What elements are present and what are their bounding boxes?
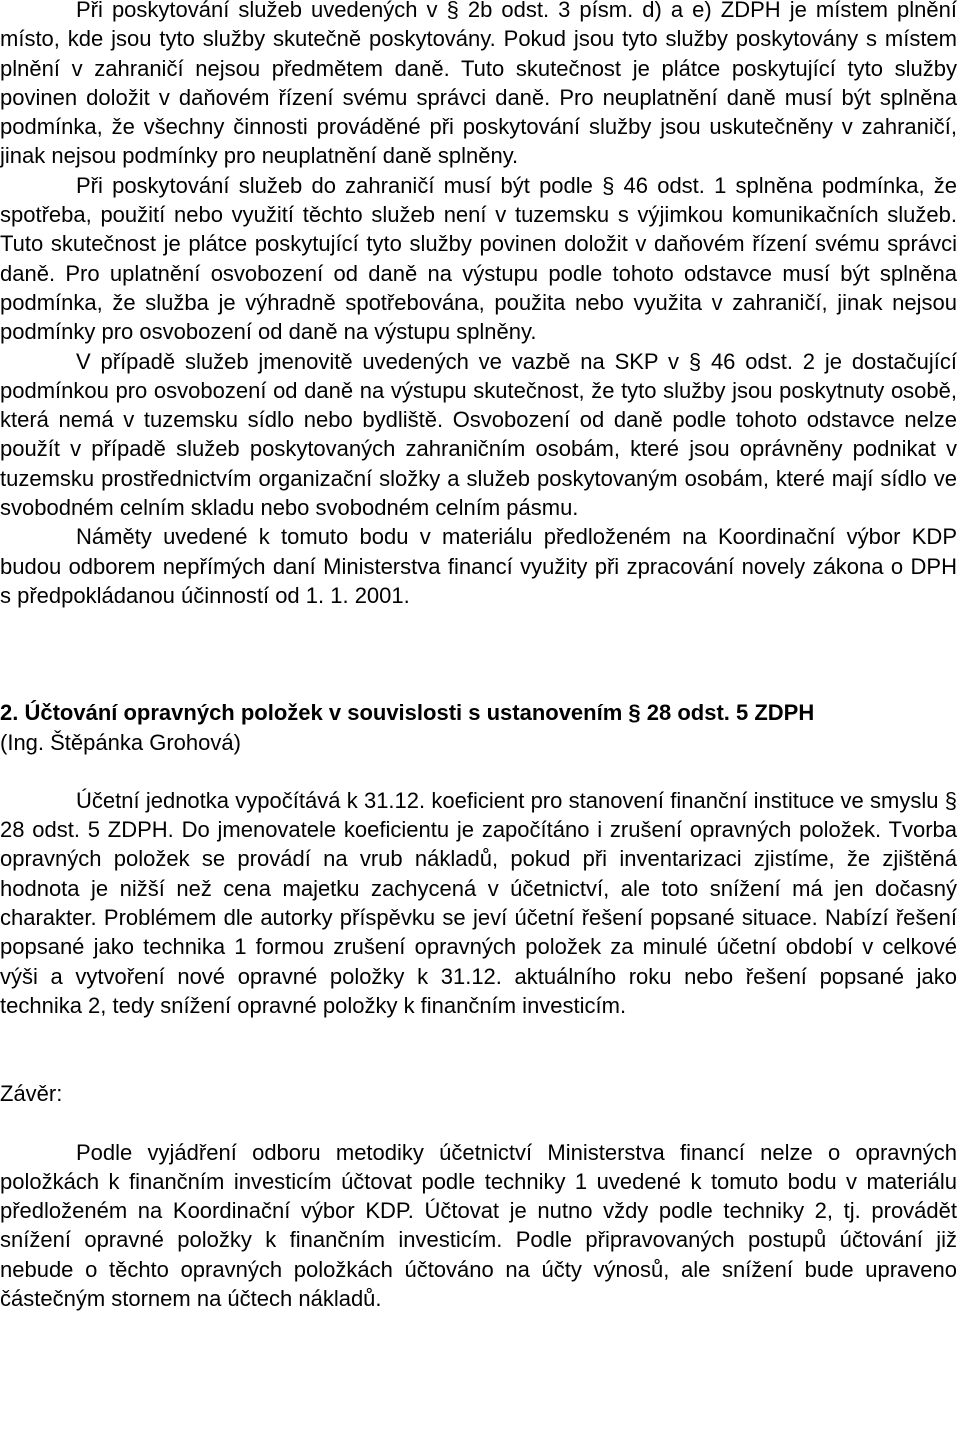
section-heading: 2. Účtování opravných položek v souvislosti s ustanovením § 28 odst. 5 ZDPH <box>0 700 815 726</box>
section-author: (Ing. Štěpánka Grohová) <box>0 729 241 755</box>
section-spacer <box>0 610 957 698</box>
paragraph-place-of-supply: Při poskytování služeb uvedených v § 2b odst. 3 písm. d) a e) ZDPH je místem plnění místo, kde jsou tyto služby skutečně poskytovány. Pokud jsou tyto služby poskytovány s místem plnění v zahraničí nejsou předmětem daně. Tuto skutečnost je plátce poskytující tyto služby povinen doložit v daňovém řízení svému správci daně. Pro neuplatnění daně musí být splněna podmínka, že všechny činnosti prováděné při poskytování služby jsou uskutečněny v zahraničí, jinak nejsou podmínky pro neuplatnění daně splněny. <box>0 0 957 169</box>
section-spacer <box>0 1020 957 1079</box>
paragraph-conclusion: Podle vyjádření odboru metodiky účetnictví Ministerstva financí nelze o opravných položkách k finančním investicím účtovat podle techniky 1 uvedené k tomuto bodu v materiálu předloženém na Koordinační výbor KDP. Účtovat je nutno vždy podle techniky 2, tj. provádět snížení opravné položky k finančním investicím. Podle připravovaných postupů účtování již nebude o těchto opravných položkách účtováno na účty výnosů, ale snížení bude upraveno částečným stornem na účtech nákladů. <box>0 1139 957 1311</box>
paragraph-export-services: Při poskytování služeb do zahraničí musí být podle § 46 odst. 1 splněna podmínka, že spotřeba, použití nebo využití těchto služeb není v tuzemsku s výjimkou komunikačních služeb. Tuto skutečnost je plátce poskytující tyto služby povinen doložit v daňovém řízení svému správci daně. Pro uplatnění osvobození od daně na výstupu podle tohoto odstavce musí být splněna podmínka, že služba je výhradně spotřebována, použita nebo využita v zahraničí, jinak nejsou podmínky pro osvobození od daně na výstupu splněny. <box>0 172 957 345</box>
conclusion-spacer <box>0 1109 957 1138</box>
heading-spacer <box>0 757 957 786</box>
conclusion-label: Závěr: <box>0 1081 63 1107</box>
paragraph-provisions: Účetní jednotka vypočítává k 31.12. koeficient pro stanovení finanční instituce ve smyslu § 28 odst. 5 ZDPH. Do jmenovatele koeficientu je započítáno i zrušení opravných položek. Tvorba opravných položek se provádí na vrub nákladů, pokud při inventarizaci zjistíme, že zjištěná hodnota je nižší než cena majetku zachycená v účetnictví, ale toto snížení má jen dočasný charakter. Problémem dle autorky příspěvku se jeví účetní řešení popsané situace. Nabízí řešení popsané jako technika 1 formou zrušení opravných položek za minulé účetní období v celkové výši a vytvoření nové opravné položky k 31.12. aktuálního roku nebo řešení popsané jako technika 2, tedy snížení opravné položky k finančním investicím. <box>0 787 957 1018</box>
paragraph-kdp-proposals: Náměty uvedené k tomuto bodu v materiálu předloženém na Koordinační výbor KDP budou odborem nepřímých daní Ministerstva financí využity při zpracování novely zákona o DPH s předpokládanou účinností od 1. 1. 2001. <box>0 524 957 608</box>
paragraph-skp-services: V případě služeb jmenovitě uvedených ve vazbě na SKP v § 46 odst. 2 je dostačující podmínkou pro osvobození od daně na výstupu skutečnost, že tyto služby jsou poskytnuty osobě, která nemá v tuzemsku sídlo nebo bydliště. Osvobození od daně podle tohoto odstavce nelze použít v případě služeb poskytovaných zahraničním osobám, které jsou oprávněny podnikat v tuzemsku prostřednictvím organizační složky a služeb poskytovaným osobám, které mají sídlo ve svobodném celním skladu nebo svobodném celním pásmu. <box>0 348 957 521</box>
